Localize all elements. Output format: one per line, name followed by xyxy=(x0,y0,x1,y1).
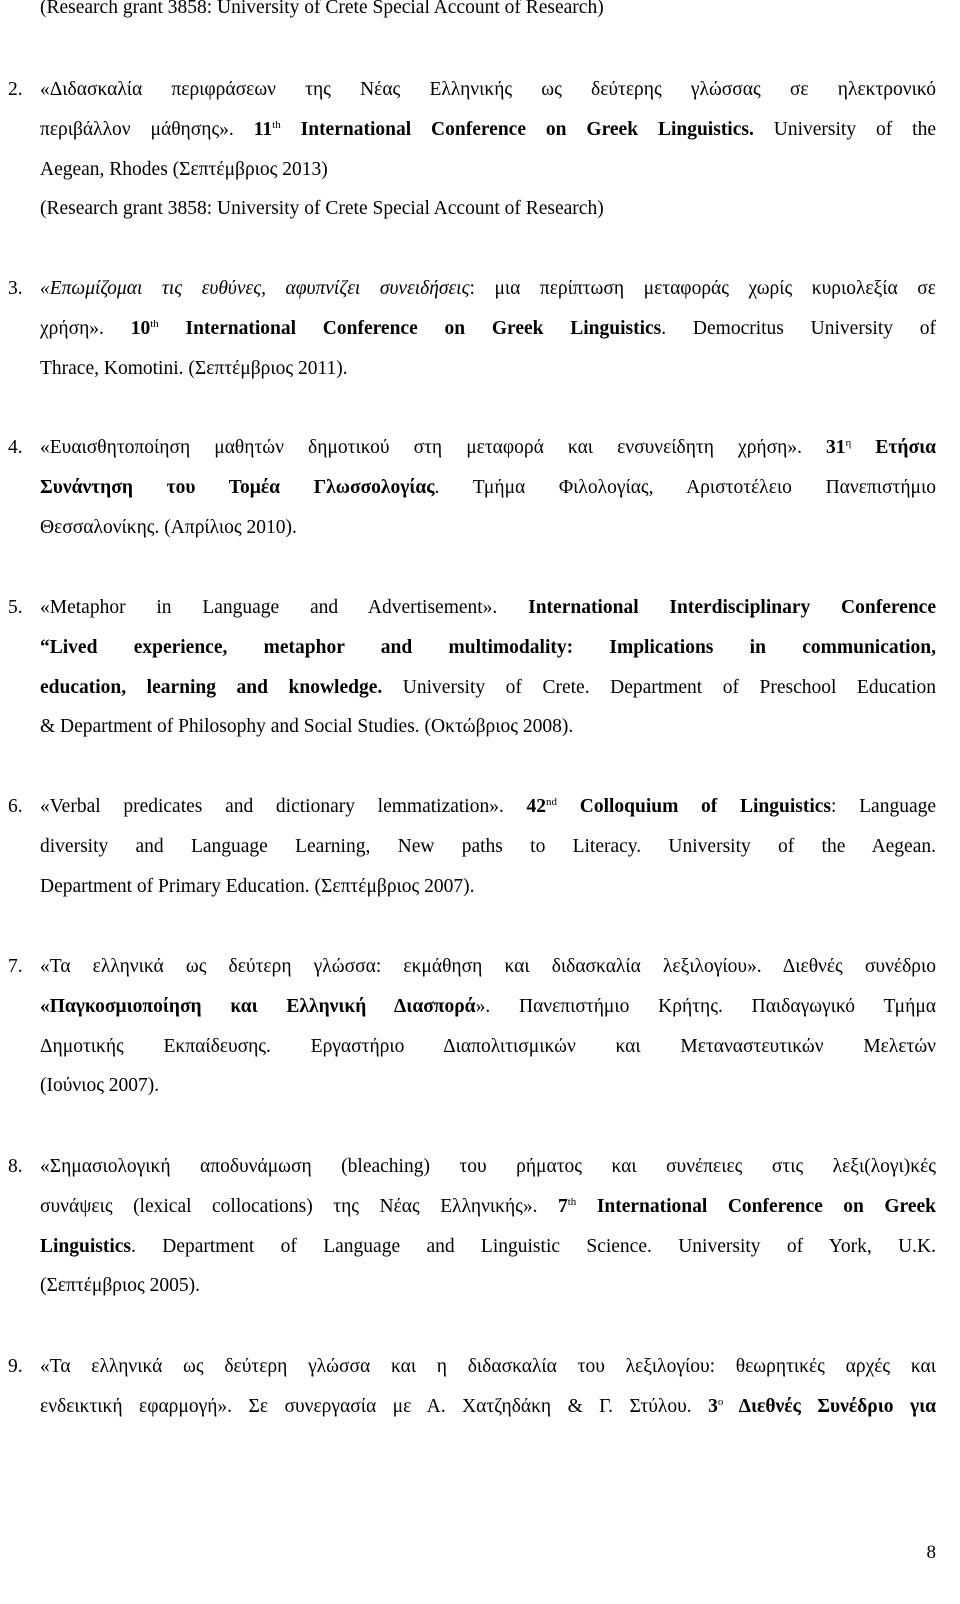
item-line: «Metaphor in Language and Advertisement». International Interdisciplinary Conference xyxy=(40,597,936,618)
item-line: «Διδασκαλία περιφράσεων της Νέας Ελληνικής ως δεύτερης γλώσσας σε ηλεκτρονικό xyxy=(40,79,936,100)
item-number: 3. xyxy=(8,278,23,299)
item-line: Linguistics. Department of Language and Linguistic Science. University of York, U.K. xyxy=(40,1236,936,1257)
item-number: 8. xyxy=(8,1156,23,1177)
item-number: 6. xyxy=(8,796,23,817)
item-line: «Τα ελληνικά ως δεύτερη γλώσσα: εκμάθηση και διδασκαλία λεξιλογίου». Διεθνές συνέδριο xyxy=(40,956,937,977)
item-line: «Παγκοσμιοποίηση και Ελληνική Διασπορά». Πανεπιστήμιο Κρήτης. Παιδαγωγικό Τμήμα xyxy=(40,996,936,1017)
item-line: Thrace, Komotini. (Σεπτέμβριος 2011). xyxy=(40,358,348,379)
page-number: 8 xyxy=(926,1542,936,1563)
item-number: 4. xyxy=(8,437,23,458)
item-line: Δημοτικής Εκπαίδευσης. Εργαστήριο Διαπολιτισμικών και Μεταναστευτικών Μελετών xyxy=(40,1036,936,1057)
item-line: (Σεπτέμβριος 2005). xyxy=(40,1275,200,1296)
item-line: «Τα ελληνικά ως δεύτερη γλώσσα και η διδασκαλία του λεξιλογίου: θεωρητικές αρχές και xyxy=(40,1356,936,1377)
item-line: (Ιούνιος 2007). xyxy=(40,1075,160,1096)
item-number: 7. xyxy=(8,956,23,977)
item-line: Θεσσαλονίκης. (Απρίλιος 2010). xyxy=(40,517,297,538)
item-line: συνάψεις (lexical collocations) της Νέας Ελληνικής». 7th International Conference on Greek xyxy=(40,1196,936,1217)
item-line: (Research grant 3858: University of Crete Special Account of Research) xyxy=(40,198,604,219)
item-line: & Department of Philosophy and Social Studies. (Οκτώβριος 2008). xyxy=(40,716,574,737)
item-line: Συνάντηση του Τομέα Γλωσσολογίας. Τμήμα Φιλολογίας, Αριστοτέλειο Πανεπιστήμιο xyxy=(40,477,936,498)
item-line: «Επωμίζομαι τις ευθύνες, αφυπνίζει συνειδήσεις: μια περίπτωση μεταφοράς χωρίς κυριολεξία σε xyxy=(40,278,936,299)
item-line: Department of Primary Education. (Σεπτέμβριος 2007). xyxy=(40,876,475,897)
item-line: Aegean, Rhodes (Σεπτέμβριος 2013) xyxy=(40,159,328,180)
top-line: (Research grant 3858: University of Crete Special Account of Research) xyxy=(40,0,604,18)
item-line: «Verbal predicates and dictionary lemmatization». 42nd Colloquium of Linguistics: Language xyxy=(40,796,937,817)
item-line: ενδεικτική εφαρμογή». Σε συνεργασία με Α. Χατζηδάκη & Γ. Στύλου. $3^o$ Διεθνές Συνέδριο για xyxy=(40,1396,937,1417)
item-line: diversity and Language Learning, New paths to Literacy. University of the Aegean. xyxy=(40,836,936,857)
item-line: “Lived experience, metaphor and multimodality: Implications in communication, xyxy=(40,637,936,658)
item-number: 9. xyxy=(8,1356,23,1377)
item-line: «Ευαισθητοποίηση μαθητών δημοτικού στη μεταφορά και ενσυνείδητη χρήση». $31^\eta$ Ετήσια xyxy=(40,437,936,458)
item-line: χρήση». 10th International Conference on Greek Linguistics. Democritus University of xyxy=(40,318,936,339)
item-number: 2. xyxy=(8,79,23,100)
item-line: περιβάλλον μάθησης». 11th International Conference on Greek Linguistics. University of the xyxy=(40,119,936,140)
item-line: education, learning and knowledge. University of Crete. Department of Preschool Education xyxy=(40,677,936,698)
item-number: 5. xyxy=(8,597,23,618)
item-line: «Σημασιολογική αποδυνάμωση (bleaching) του ρήματος και συνέπειες στις λεξι(λογι)κές xyxy=(40,1156,936,1177)
